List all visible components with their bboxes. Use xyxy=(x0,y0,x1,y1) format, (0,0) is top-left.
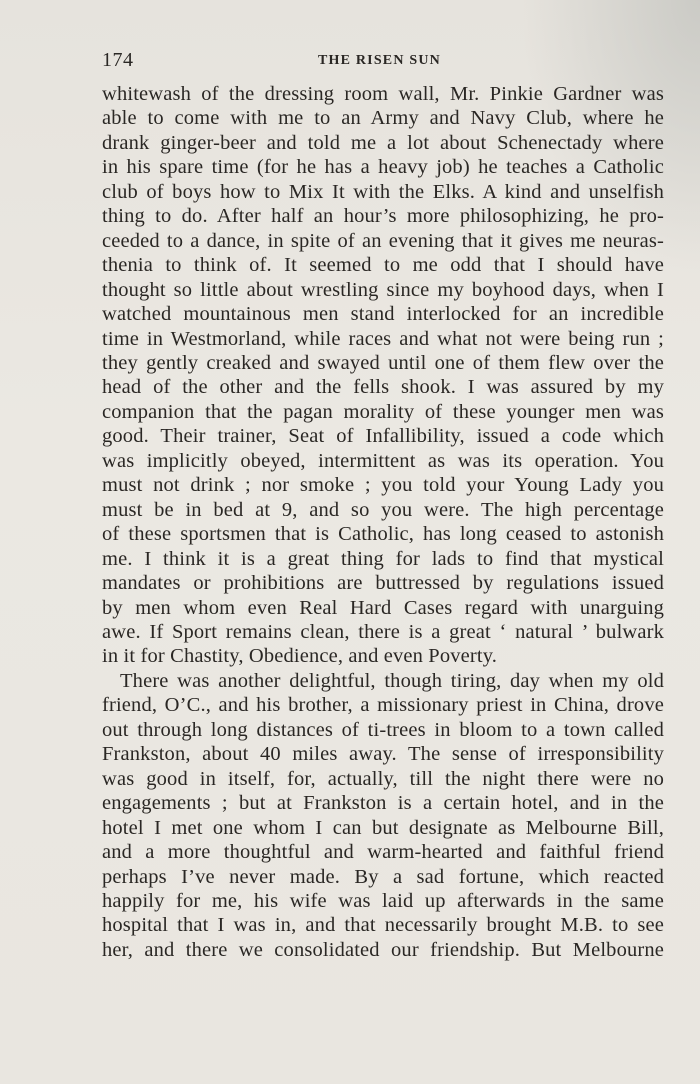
text-line: in his spare time (for he has a heavy job) he teaches a Catholic xyxy=(102,156,664,179)
text-line: happily for me, his wife was laid up afterwards in the same xyxy=(102,889,664,912)
text-line: by men whom even Real Hard Cases regard with unarguing xyxy=(102,596,664,619)
running-head: THE RISEN SUN xyxy=(318,53,441,68)
page-number: 174 xyxy=(102,49,134,71)
text-line: ceeded to a dance, in spite of an evening that it gives me neuras- xyxy=(102,229,664,252)
page-header xyxy=(102,49,664,73)
text-line: There was another delightful, though tiring, day when my old xyxy=(120,669,664,692)
text-line: must not drink ; nor smoke ; you told your Young Lady you xyxy=(102,474,664,497)
text-line: club of boys how to Mix It with the Elks. A kind and unselfish xyxy=(102,180,664,203)
text-line: thought so little about wrestling since my boyhood days, when I xyxy=(102,278,664,301)
text-line: was implicitly obeyed, intermittent as was its operation. You xyxy=(102,449,664,472)
text-line: friend, O’C., and his brother, a missionary priest in China, drove xyxy=(102,694,664,717)
text-line: head of the other and the fells shook. I was assured by my xyxy=(102,376,664,399)
text-line: companion that the pagan morality of these younger men was xyxy=(102,400,664,423)
text-line: out through long distances of ti-trees in bloom to a town called xyxy=(102,718,664,741)
text-line: me. I think it is a great thing for lads to find that mystical xyxy=(102,547,664,570)
text-line: watched mountainous men stand interlocked for an incredible xyxy=(102,303,664,326)
text-line: and a more thoughtful and warm-hearted and faithful friend xyxy=(102,841,664,864)
text-line: they gently creaked and swayed until one of them flew over the xyxy=(102,351,664,374)
text-line: whitewash of the dressing room wall, Mr. Pinkie Gardner was xyxy=(102,83,664,105)
text-line: was good in itself, for, actually, till the night there were no xyxy=(102,767,664,790)
text-line: must be in bed at 9, and so you were. The high percentage xyxy=(102,498,664,521)
text-line: awe. If Sport remains clean, there is a great ‘ natural ’ bulwark xyxy=(102,620,664,643)
text-line: her, and there we consolidated our friendship. But Melbourne xyxy=(102,938,664,961)
text-line: Frankston, about 40 miles away. The sense of irresponsibility xyxy=(102,743,664,766)
text-line: drank ginger-beer and told me a lot about Schenectady where xyxy=(102,131,664,154)
text-line: thenia to think of. It seemed to me odd that I should have xyxy=(102,254,664,277)
text-line: hotel I met one whom I can but designate as Melbourne Bill, xyxy=(102,816,664,839)
text-line: able to come with me to an Army and Navy Club, where he xyxy=(102,107,664,130)
text-line: engagements ; but at Frankston is a certain hotel, and in the xyxy=(102,792,664,815)
text-line: of these sportsmen that is Catholic, has long ceased to astonish xyxy=(102,523,664,546)
text-line: in it for Chastity, Obedience, and even Poverty. xyxy=(102,645,498,668)
text-line: hospital that I was in, and that necessarily brought M.B. to see xyxy=(102,914,664,937)
body-text xyxy=(102,82,664,962)
text-line: thing to do. After half an hour’s more philosophizing, he pro- xyxy=(102,205,664,228)
text-line: good. Their trainer, Seat of Infallibility, issued a code which xyxy=(102,425,664,448)
text-line: mandates or prohibitions are buttressed by regulations issued xyxy=(102,572,664,595)
text-line: perhaps I’ve never made. By a sad fortune, which reacted xyxy=(102,865,664,888)
text-line: time in Westmorland, while races and what not were being run ; xyxy=(102,327,664,350)
